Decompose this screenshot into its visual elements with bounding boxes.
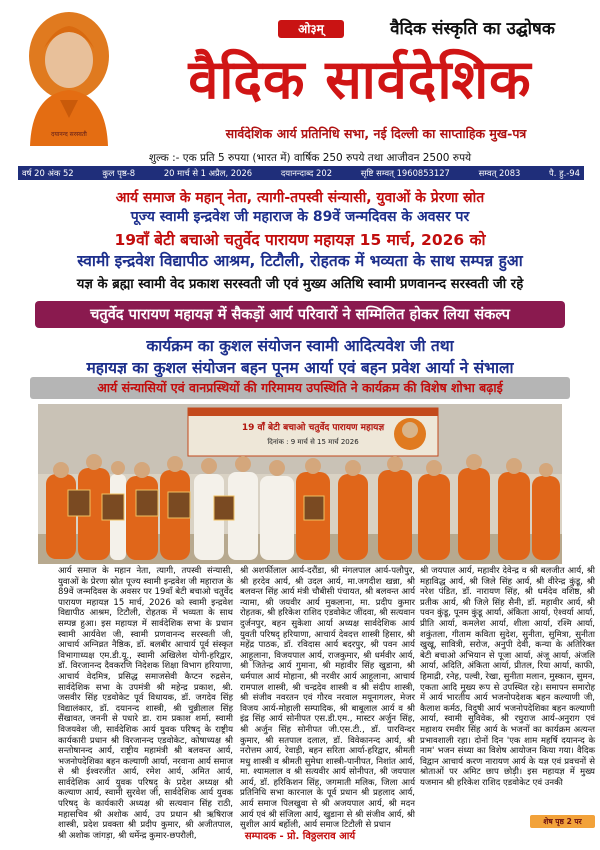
event-photo (38, 404, 562, 564)
issue-date: 20 मार्च से 1 अप्रैल, 2026 (163, 167, 253, 178)
issue-number: वर्ष 20 अंक 52 (22, 167, 74, 178)
continued-on-page-badge[interactable]: शेष पृष्ठ 2 पर (530, 815, 595, 828)
headline-3: 19वाँ बेटी बचाओ चतुर्वेद पारायण महायज्ञ 15 मार्च, 2026 को (114, 231, 486, 249)
issue-info-bar (18, 166, 584, 180)
om-badge: ओ३म् (278, 20, 344, 38)
headline-4: स्वामी इन्द्रवेश विद्यापीठ आश्रम, टिटौली, रोहतक में भव्यता के साथ सम्पन्न हुआ (77, 252, 523, 270)
newspaper-subtitle: सार्वदेशिक आर्य प्रतिनिधि सभा, नई दिल्ली का साप्ताहिक मुख-पत्र (225, 126, 527, 141)
banner-line-1: 19 वाँ बेटी बचाओ चतुर्वेद पारायण महायज्ञ (241, 423, 385, 433)
tagline: वैदिक संस्कृति का उद्घोषक (390, 19, 555, 39)
headline-2: पूज्य स्वामी इन्द्रवेश जी महाराज के 89वें जन्मदिवस के अवसर पर (130, 209, 470, 225)
newspaper-title: वैदिक सार्वदेशिक (188, 48, 532, 111)
headline-banner-sankalp: चतुर्वेद पारायण महायज्ञ में सैकड़ों आर्य परिवारों ने सम्मिलित होकर लिया संकल्प (35, 301, 565, 328)
article-column-3: श्री जयपाल आर्य, महावीर देवेन्द्र व श्री बलजीत आर्य, श्री महाविद्ध आर्य, श्री जिले सिंह आर्य, श्री वीरेन्द्र कुंडू, श्री नरेश पंडित, डॉ. नारायण सिंह, श्री धर्मदेव वशिष्ठ, श्री प्रतीक आर्य, श्री जिले सिंह सैनी, डॉ. महावीर आर्य, श्री पवन कुंडू, पूनम कुंडू आर्या, अंकिता आर्या, ऐश्वर्या आर्या, प्रीति आर्या, कमलेश आर्या, शीला आर्या, रश्मि आर्या, शकुंतला, गीताम कविता सुदेश, सुनीता, सुमित्रा, सुनीता खुखू, सावित्री, सरोज, अनुपी देवी, कन्या के अतिरिक्त बेटी बचाओ अभियान से पूजा आर्या, अंजू आर्या, अंजलि आर्या, अदिति, अंकिता आर्या, प्रीतल, रिया आर्या, काफी, हिमाद्री, रनेह, पल्वी, रेखा, सुनीता मलान, मुस्कान, सुमन, एकता आदि मुख्य रूप से उपस्थित रहे। समापन समारोह में आर्य भारतीय आर्य भजनोपदेशक बहन कल्याणी जी, कैलाश कर्मठ, विदुषी आर्य भजनोपदेशिका बहन कल्याणी आर्या, स्वामी सुविवेक, श्री रघुराज आर्य-अनुराग एवं महाशय रमवीर सिंह आर्य के भजनों का कार्यक्रम अत्यन्त प्रभावशाली रहा। दोनों दिन 'एक शाम महर्षि दयानन्द के नाम' भजन संध्या का विशेष आयोजन किया गया। वैदिक विद्वान आचार्य करण नारायण आर्य के यज्ञ एवं प्रवचनों से श्रोताओं पर अमिट छाप छोड़ी। इस महायज्ञ में मुख्य यजमान श्री हरिकेश राशिद एडवोकेट एवं उनकी (420, 566, 595, 788)
page-count: कुल पृष्ठ-8 (102, 167, 136, 178)
headline-7: कार्यक्रम का कुशल संयोजन स्वामी आदित्यवेश जी तथा (146, 337, 454, 355)
headline-banner-sanyasi: आर्य संन्यासियों एवं वानप्रस्थियों की गरिमामय उपस्थिति ने कार्यक्रम की विशेष शोभा बढ़ाई (30, 377, 570, 399)
article-column-1: आर्य समाज के महान नेता, त्यागी, तपस्वी संन्यासी, युवाओं के प्रेरणा स्रोत पूज्य स्वामी इन्द्रवेश जी महाराज के 89वें जन्मदिवस के अवसर पर 19वाँ बेटी बचाओ चतुर्वेद पारायण महायज्ञ 15 मार्च, 2026 को स्वामी इन्द्रवेश विद्यापीठ आश्रम, टिटौली, रोहतक में भव्यता के साथ सम्पन्न हुआ। इस महायज्ञ में सार्वदेशिक सभा के प्रधान स्वामी आर्यवेश जी, स्वामी प्रणवानन्द सरस्वती जी, आचार्य अग्निव्रत नैष्ठिक, डॉ. बलबीर आचार्य पूर्व संस्कृत विभागाध्यक्ष एम.डी.यू., स्वामी अखिलेश योगी-हरिद्वार, डॉ. विरजानन्द दैवकरणि निदेशक शिक्षा विभाग हरियाणा, आचार्य वेदमित्र, प्रसिद्ध समाजसेवी कैप्टन रुद्रसेन, सार्वदेशिक सभा के उपमंत्री श्री महेन्द्र प्रकाश, श्री. जसवीर सिंह एडवोकेट पूर्व विधायक, डॉ. जगदेव सिंह विद्यालंकार, डॉ. दयानन्द शास्त्री, श्री चुन्नीलाल सिंह सैंखावत, जननी से पधारे डा. राम प्रकाश शर्मा, स्वामी विजयवेश जी, सार्वदेशिक आर्य युवक परिषद् के राष्ट्रीय कार्यकारी प्रधान श्री विरजानन्द एडवोकेट, कोषाध्यक्ष श्री सन्तोषानन्द आर्य, राष्ट्रीय महामंत्री श्री बलवन्त आर्य, भजनोपदेशिका बहन कल्याणी आर्या, नरवाना आर्य समाज से श्री ईश्वरजीत आर्य, रमेश आर्य, अमित आर्य, सार्वदेशिक आर्य युवक परिषद् के प्रदेश अध्यक्ष श्री कल्याण आर्य, स्वामी सुरवेश जी, सार्वदेशिक आर्य युवक परिषद् के कार्यकारी अध्यक्ष श्री सत्यवान सिंह राठी, महासचिव श्री अशोक आर्य, उप प्रधान श्री ऋषिराज शास्त्री, प्रदेश प्रवक्ता श्री प्रदीप कुमार, श्री अजीतपाल, श्री अशोक जांगड़ा, श्री धर्मेन्द्र कुमार-छपरौली, (58, 566, 233, 841)
article-column-2: श्री अशर्फीलाल आर्य-दरौंडा, श्री मंगलपाल आर्य-पलौपुर, श्री हरदेव आर्य, श्री उदल आर्य, मा.जगदीश खन्ना, श्री बलवन्त सिंह आर्य मंत्री चौबीसी पंचायत, श्री बलवन्त आर्य न्यामा, श्री जयवीर आर्य मुकलाना, मा. प्रदीप कुमार रोहतक, श्री हरिकेश राशिद एडवोकेट जींदवा, श्री सत्यवान दुर्जनपुर, बहन सुकेशा आर्या अध्यक्ष सार्वदेशिक आर्य युवती परिषद् हरियाणा, आचार्य देवदत्त शास्त्री हिसार, श्री महेंद्र पाठक, डॉ. रविदास आर्य बदरपुर, श्री पवन आर्य आहूलाना, विजयपाल आर्य, राजकुमार, श्री धर्मवीर आर्य, श्री जितेन्द्र आर्य गुमाना, श्री महावीर सिंह खुडाना, श्री धर्मपाल आर्य मोहाना, श्री नरवीर आर्य आहूलाना, आचार्य रामपाल शास्त्री, श्री चन्द्रदेव शास्त्री व श्री संदीप शास्त्री, श्री संजीव नवरतन एवं गौरव नरवाल मयूनागलर, मेजर विजय आर्य-मोहाली सम्पादिक, श्री बाबूलाल आर्य व श्री इंद्र सिंह आर्य सोनीपत एस.डी.एम., मास्टर अर्जुन सिंह, श्री अर्जुन सिंह सोनीपत जी.एस.टी., डॉ. पारविन्दर कुमार, श्री सतपाल दलाल, डॉ. विवेकानन्द आर्य, श्री नरोत्तम आर्य, रेवाड़ी, बहन सरिता आर्या-हरिद्वार, श्रीमती मधु शास्त्री व श्रीमती सुमेधा शास्त्री-पानीपत, निशांत आर्य, मा. श्यामलाल व श्री सत्यवीर आर्य सोनीपत, श्री जयपाल आर्य, डॉ. हरिकिशन सिंह, जगमाती मलिक, जिला आर्य प्रतिनिधि सभा कारनाल के पूर्व प्रधान श्री प्रहलाद आर्य, आर्य समाज पिलखुवा से श्री अजयपाल आर्य, श्री मदन आर्य एवं श्री संजिला आर्य, खुडाना से श्री संजीव आर्य, श्री सुशील आर्य बर्होली, आर्य समाज टिटौली से प्रधान (240, 566, 415, 831)
srishti-samvat: सृष्टि सम्वत् 1960853127 (360, 167, 450, 178)
headline-1: आर्य समाज के महान् नेता, त्यागी-तपस्वी संन्यासी, युवाओं के प्रेरणा स्रोत (115, 190, 485, 206)
headline-5: यज्ञ के ब्रह्मा स्वामी वेद प्रकाश सरस्वती जी एवं मुख्य अतिथि स्वामी प्रणवानन्द सरस्वती जी रहे (76, 277, 524, 292)
dayanandabd: दयानन्दाब्द 202 (280, 167, 333, 178)
subscription-price: शुल्क :- एक प्रति 5 रुपया (भारत में) वार्षिक 250 रुपये तथा आजीवन 2500 रुपये (148, 152, 472, 164)
banner-line-2: दिनांक : 9 मार्च से 15 मार्च 2026 (267, 438, 359, 446)
founder-portrait (10, 8, 128, 146)
editor-credit: सम्पादक - प्रो. विठ्ठलराव आर्य (244, 831, 356, 842)
samvat: सम्वत् 2083 (478, 167, 521, 178)
portrait-caption: दयानन्द सरस्वती (51, 131, 87, 138)
headline-8: महायज्ञ का कुशल संयोजन बहन पूनम आर्या एवं बहन प्रवेश आर्या ने संभाला (86, 359, 514, 377)
postal-reg: पै. हु.-94 (549, 167, 580, 178)
